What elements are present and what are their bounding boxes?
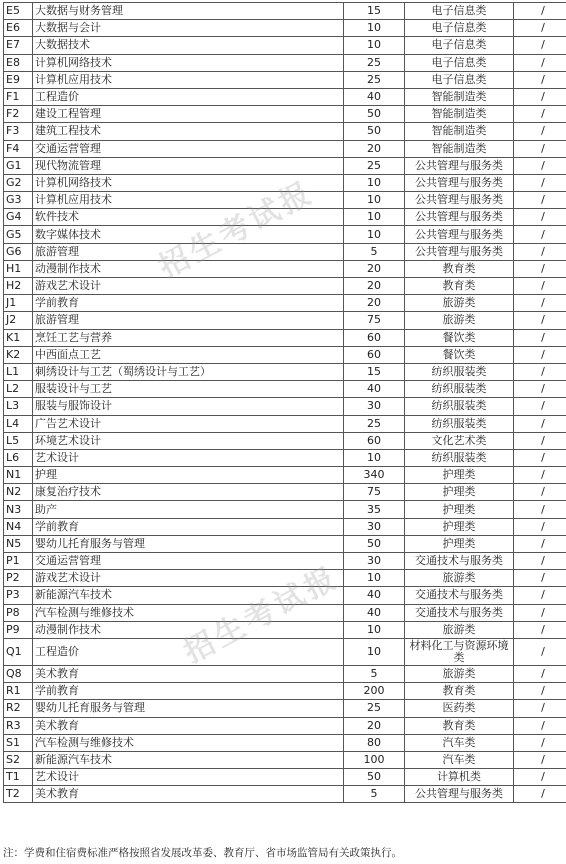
row-category: 公共管理与服务类 [405, 192, 514, 209]
row-major: 婴幼儿托育服务与管理 [33, 535, 344, 552]
row-major: 旅游管理 [33, 312, 344, 329]
row-major: 学前教育 [33, 518, 344, 535]
row-major: 建筑工程技术 [33, 123, 344, 140]
row-major: 刺绣设计与工艺（蜀绣设计与工艺） [33, 363, 344, 380]
row-count: 40 [344, 587, 405, 604]
row-count: 15 [344, 363, 405, 380]
row-major: 艺术设计 [33, 769, 344, 786]
row-count: 75 [344, 312, 405, 329]
row-code: G5 [4, 226, 33, 243]
row-note: / [514, 20, 566, 37]
table-row [4, 140, 566, 157]
table-row [4, 278, 566, 295]
row-category: 交通技术与服务类 [405, 587, 514, 604]
row-count: 60 [344, 432, 405, 449]
row-category: 教育类 [405, 260, 514, 277]
row-count: 40 [344, 381, 405, 398]
table-row [4, 621, 566, 638]
row-code: G4 [4, 209, 33, 226]
row-code: E6 [4, 20, 33, 37]
row-code: S2 [4, 751, 33, 768]
table-row [4, 71, 566, 88]
row-code: K1 [4, 329, 33, 346]
row-major: 计算机网络技术 [33, 54, 344, 71]
row-category: 公共管理与服务类 [405, 786, 514, 803]
row-category: 纺织服装类 [405, 415, 514, 432]
table-row [4, 604, 566, 621]
table-row [4, 518, 566, 535]
table-row [4, 123, 566, 140]
row-code: P8 [4, 604, 33, 621]
row-count: 40 [344, 88, 405, 105]
row-category: 旅游类 [405, 665, 514, 682]
row-code: P9 [4, 621, 33, 638]
row-category: 护理类 [405, 484, 514, 501]
row-count: 10 [344, 226, 405, 243]
row-note: / [514, 3, 566, 20]
row-note: / [514, 174, 566, 191]
row-major: 广告艺术设计 [33, 415, 344, 432]
table-row [4, 484, 566, 501]
table-row [4, 751, 566, 768]
row-code: N1 [4, 467, 33, 484]
row-note: / [514, 260, 566, 277]
row-category: 纺织服装类 [405, 449, 514, 466]
row-note: / [514, 123, 566, 140]
row-major: 新能源汽车技术 [33, 587, 344, 604]
row-major: 助产 [33, 501, 344, 518]
row-note: / [514, 106, 566, 123]
table-row [4, 717, 566, 734]
row-count: 20 [344, 295, 405, 312]
row-major: 工程造价 [33, 88, 344, 105]
table-row [4, 363, 566, 380]
row-code: P1 [4, 553, 33, 570]
row-major: 服装与服饰设计 [33, 398, 344, 415]
table-row [4, 346, 566, 363]
table-row [4, 192, 566, 209]
table-row [4, 243, 566, 260]
row-major: 动漫制作技术 [33, 621, 344, 638]
row-major: 汽车检测与维修技术 [33, 734, 344, 751]
row-major: 动漫制作技术 [33, 260, 344, 277]
row-major: 康复治疗技术 [33, 484, 344, 501]
row-category: 旅游类 [405, 570, 514, 587]
row-count: 10 [344, 37, 405, 54]
footnote: 注：学费和住宿费标准严格按照省发展改革委、教育厅、省市场监管局有关政策执行。 [3, 847, 402, 859]
table-row [4, 734, 566, 751]
row-category: 纺织服装类 [405, 363, 514, 380]
table-row [4, 467, 566, 484]
row-category: 电子信息类 [405, 71, 514, 88]
table-row [4, 553, 566, 570]
row-category: 交通技术与服务类 [405, 604, 514, 621]
row-count: 40 [344, 604, 405, 621]
row-count: 30 [344, 518, 405, 535]
row-major: 学前教育 [33, 295, 344, 312]
table-row [4, 209, 566, 226]
row-note: / [514, 484, 566, 501]
row-note: / [514, 604, 566, 621]
row-code: S1 [4, 734, 33, 751]
row-major: 新能源汽车技术 [33, 751, 344, 768]
row-note: / [514, 278, 566, 295]
row-category: 智能制造类 [405, 123, 514, 140]
row-count: 10 [344, 638, 405, 665]
row-count: 5 [344, 243, 405, 260]
row-category: 护理类 [405, 535, 514, 552]
table-row [4, 432, 566, 449]
row-count: 50 [344, 769, 405, 786]
row-count: 20 [344, 140, 405, 157]
row-major: 大数据与财务管理 [33, 3, 344, 20]
row-category: 交通技术与服务类 [405, 553, 514, 570]
table-row [4, 260, 566, 277]
row-category: 计算机类 [405, 769, 514, 786]
row-count: 10 [344, 570, 405, 587]
row-note: / [514, 88, 566, 105]
table-row [4, 769, 566, 786]
row-category: 纺织服装类 [405, 381, 514, 398]
row-major: 美术教育 [33, 717, 344, 734]
row-category: 电子信息类 [405, 3, 514, 20]
table-row [4, 570, 566, 587]
row-category: 护理类 [405, 467, 514, 484]
watermark: 招生考试报 [153, 174, 320, 286]
table-row [4, 415, 566, 432]
row-note: / [514, 71, 566, 88]
row-major: 大数据技术 [33, 37, 344, 54]
row-count: 10 [344, 209, 405, 226]
row-code: R3 [4, 717, 33, 734]
row-category: 智能制造类 [405, 88, 514, 105]
table-row [4, 587, 566, 604]
row-count: 25 [344, 54, 405, 71]
row-major: 大数据与会计 [33, 20, 344, 37]
row-category: 电子信息类 [405, 20, 514, 37]
row-category: 汽车类 [405, 734, 514, 751]
row-note: / [514, 140, 566, 157]
row-note: / [514, 501, 566, 518]
row-category: 公共管理与服务类 [405, 226, 514, 243]
row-note: / [514, 700, 566, 717]
row-major: 游戏艺术设计 [33, 278, 344, 295]
row-note: / [514, 157, 566, 174]
row-major: 建设工程管理 [33, 106, 344, 123]
row-count: 10 [344, 449, 405, 466]
row-code: T1 [4, 769, 33, 786]
table-row [4, 638, 566, 665]
table-row [4, 449, 566, 466]
row-count: 20 [344, 717, 405, 734]
row-code: G3 [4, 192, 33, 209]
row-major: 护理 [33, 467, 344, 484]
row-category: 公共管理与服务类 [405, 157, 514, 174]
row-count: 30 [344, 398, 405, 415]
row-note: / [514, 381, 566, 398]
table-row [4, 381, 566, 398]
row-count: 50 [344, 106, 405, 123]
row-major: 现代物流管理 [33, 157, 344, 174]
row-code: L1 [4, 363, 33, 380]
row-category: 医药类 [405, 700, 514, 717]
row-code: F1 [4, 88, 33, 105]
row-note: / [514, 570, 566, 587]
row-code: L2 [4, 381, 33, 398]
row-category: 教育类 [405, 278, 514, 295]
table-row [4, 174, 566, 191]
row-code: G6 [4, 243, 33, 260]
row-major: 旅游管理 [33, 243, 344, 260]
row-major: 计算机应用技术 [33, 71, 344, 88]
row-major: 汽车检测与维修技术 [33, 604, 344, 621]
row-note: / [514, 535, 566, 552]
row-code: L6 [4, 449, 33, 466]
row-note: / [514, 226, 566, 243]
row-note: / [514, 769, 566, 786]
row-code: F3 [4, 123, 33, 140]
row-note: / [514, 621, 566, 638]
row-note: / [514, 467, 566, 484]
row-code: T2 [4, 786, 33, 803]
watermark: 招生考试报 [178, 559, 345, 671]
row-category: 电子信息类 [405, 37, 514, 54]
row-count: 60 [344, 329, 405, 346]
row-count: 30 [344, 553, 405, 570]
row-code: F2 [4, 106, 33, 123]
row-major: 工程造价 [33, 638, 344, 665]
row-code: G2 [4, 174, 33, 191]
row-major: 交通运营管理 [33, 553, 344, 570]
row-note: / [514, 734, 566, 751]
row-note: / [514, 312, 566, 329]
table-row [4, 700, 566, 717]
row-count: 100 [344, 751, 405, 768]
row-major: 中西面点工艺 [33, 346, 344, 363]
table-row [4, 535, 566, 552]
row-count: 25 [344, 415, 405, 432]
row-code: N3 [4, 501, 33, 518]
row-category: 公共管理与服务类 [405, 209, 514, 226]
row-note: / [514, 449, 566, 466]
enrollment-table-body [4, 3, 566, 803]
row-category: 智能制造类 [405, 140, 514, 157]
table-row [4, 295, 566, 312]
row-code: L5 [4, 432, 33, 449]
row-count: 60 [344, 346, 405, 363]
row-category: 餐饮类 [405, 346, 514, 363]
row-major: 服装设计与工艺 [33, 381, 344, 398]
row-major: 烹饪工艺与营养 [33, 329, 344, 346]
row-code: J2 [4, 312, 33, 329]
row-count: 10 [344, 20, 405, 37]
row-category: 汽车类 [405, 751, 514, 768]
row-note: / [514, 587, 566, 604]
row-count: 10 [344, 174, 405, 191]
row-note: / [514, 329, 566, 346]
table-row [4, 683, 566, 700]
row-category: 护理类 [405, 501, 514, 518]
row-code: H1 [4, 260, 33, 277]
row-code: F4 [4, 140, 33, 157]
row-code: N5 [4, 535, 33, 552]
row-count: 200 [344, 683, 405, 700]
row-count: 15 [344, 3, 405, 20]
row-major: 美术教育 [33, 665, 344, 682]
table-row [4, 157, 566, 174]
row-major: 婴幼儿托育服务与管理 [33, 700, 344, 717]
row-note: / [514, 665, 566, 682]
row-code: E7 [4, 37, 33, 54]
row-note: / [514, 37, 566, 54]
row-count: 20 [344, 278, 405, 295]
table-row [4, 329, 566, 346]
table-row [4, 106, 566, 123]
row-count: 340 [344, 467, 405, 484]
row-category: 餐饮类 [405, 329, 514, 346]
row-code: P3 [4, 587, 33, 604]
row-category: 纺织服装类 [405, 398, 514, 415]
row-category-text: 材料化工与资源环境类 [409, 638, 509, 664]
row-count: 5 [344, 665, 405, 682]
row-note: / [514, 295, 566, 312]
row-note: / [514, 192, 566, 209]
row-major: 数字媒体技术 [33, 226, 344, 243]
enrollment-table [3, 2, 566, 803]
row-major: 游戏艺术设计 [33, 570, 344, 587]
row-count: 5 [344, 786, 405, 803]
row-major: 艺术设计 [33, 449, 344, 466]
row-count: 10 [344, 192, 405, 209]
row-code: H2 [4, 278, 33, 295]
table-row [4, 665, 566, 682]
row-note: / [514, 683, 566, 700]
row-code: R1 [4, 683, 33, 700]
table-row [4, 37, 566, 54]
table-row [4, 312, 566, 329]
row-code: L3 [4, 398, 33, 415]
row-count: 50 [344, 123, 405, 140]
row-major: 环境艺术设计 [33, 432, 344, 449]
row-category: 公共管理与服务类 [405, 243, 514, 260]
row-category: 旅游类 [405, 295, 514, 312]
row-code: Q8 [4, 665, 33, 682]
table-row [4, 501, 566, 518]
row-note: / [514, 398, 566, 415]
row-note: / [514, 346, 566, 363]
row-code: L4 [4, 415, 33, 432]
table-row [4, 786, 566, 803]
row-code: P2 [4, 570, 33, 587]
row-note: / [514, 786, 566, 803]
row-note: / [514, 209, 566, 226]
row-category [405, 638, 514, 665]
row-major: 计算机网络技术 [33, 174, 344, 191]
row-category: 旅游类 [405, 621, 514, 638]
row-category: 公共管理与服务类 [405, 174, 514, 191]
row-code: N4 [4, 518, 33, 535]
row-count: 25 [344, 157, 405, 174]
row-code: R2 [4, 700, 33, 717]
row-count: 75 [344, 484, 405, 501]
row-code: E8 [4, 54, 33, 71]
row-code: E5 [4, 3, 33, 20]
row-category: 智能制造类 [405, 106, 514, 123]
row-count: 35 [344, 501, 405, 518]
row-code: N2 [4, 484, 33, 501]
row-major: 学前教育 [33, 683, 344, 700]
row-note: / [514, 363, 566, 380]
row-count: 25 [344, 700, 405, 717]
row-code: K2 [4, 346, 33, 363]
row-code: J1 [4, 295, 33, 312]
table-row [4, 398, 566, 415]
row-note: / [514, 553, 566, 570]
row-category: 旅游类 [405, 312, 514, 329]
row-category: 教育类 [405, 683, 514, 700]
row-note: / [514, 432, 566, 449]
row-count: 10 [344, 621, 405, 638]
row-count: 20 [344, 260, 405, 277]
row-note: / [514, 415, 566, 432]
row-code: E9 [4, 71, 33, 88]
row-note: / [514, 54, 566, 71]
row-category: 文化艺术类 [405, 432, 514, 449]
row-code: Q1 [4, 638, 33, 665]
row-count: 50 [344, 535, 405, 552]
row-major: 软件技术 [33, 209, 344, 226]
row-note: / [514, 243, 566, 260]
row-major: 美术教育 [33, 786, 344, 803]
table-row [4, 54, 566, 71]
row-code: G1 [4, 157, 33, 174]
row-category: 教育类 [405, 717, 514, 734]
row-note: / [514, 751, 566, 768]
table-row [4, 88, 566, 105]
table-row [4, 20, 566, 37]
row-category: 护理类 [405, 518, 514, 535]
row-count: 25 [344, 71, 405, 88]
row-major: 计算机应用技术 [33, 192, 344, 209]
row-note: / [514, 518, 566, 535]
row-note: / [514, 717, 566, 734]
row-major: 交通运营管理 [33, 140, 344, 157]
table-row [4, 3, 566, 20]
row-count: 80 [344, 734, 405, 751]
table-row [4, 226, 566, 243]
row-note: / [514, 638, 566, 665]
row-category: 电子信息类 [405, 54, 514, 71]
